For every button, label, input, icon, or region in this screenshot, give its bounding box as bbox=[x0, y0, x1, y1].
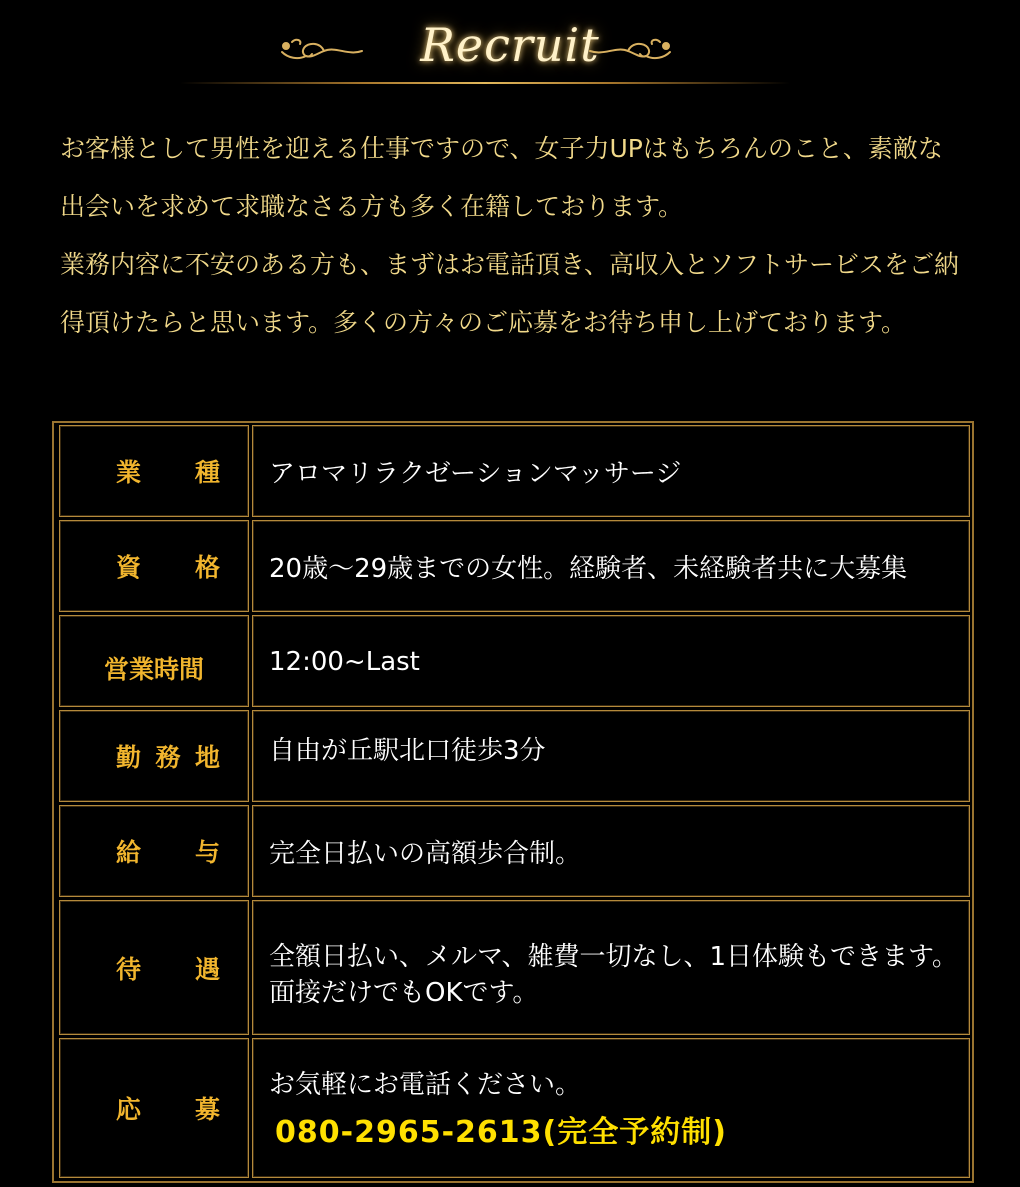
label-qualification: 資 格 bbox=[59, 520, 249, 612]
value-benefits bbox=[252, 900, 970, 1035]
table-row-location bbox=[59, 710, 970, 802]
label-application: 応 募 bbox=[59, 1038, 249, 1178]
value-qualification: 20歳～29歳までの女性。経験者、未経験者共に大募集 bbox=[252, 520, 970, 612]
value-business-hours: 12:00~Last bbox=[252, 615, 970, 707]
label-location: 勤 務 地 bbox=[59, 710, 249, 802]
table-row-benefits bbox=[59, 900, 970, 1035]
value-salary: 完全日払いの高額歩合制。 bbox=[252, 805, 970, 897]
phone-number-link[interactable]: 080-2965-2613(完全予約制) bbox=[275, 1115, 727, 1150]
recruit-table bbox=[52, 421, 974, 1183]
table-row-job-type bbox=[59, 425, 970, 517]
intro-paragraph-2: 業務内容に不安のある方も、まずはお電話頂き、高収入とソフトサービスをご納得頂けたらと思います。多くの方々のご応募をお待ち申し上げております。 bbox=[60, 250, 960, 337]
table-row-salary bbox=[59, 805, 970, 897]
label-job-type: 業 種 bbox=[59, 425, 249, 517]
label-business-hours: 営業時間 bbox=[59, 615, 249, 707]
table-row-qualification bbox=[59, 520, 970, 612]
intro-paragraph-1: お客様として男性を迎える仕事ですので、女子力UPはもちろんのこと、素敵な出会いを求めて求職なさる方も多く在籍しております。 bbox=[60, 134, 943, 221]
value-benefits-line-2: 面接だけでもOKです。 bbox=[269, 978, 539, 1008]
value-application bbox=[252, 1038, 970, 1178]
page-title: Recruit bbox=[420, 18, 600, 72]
label-benefits: 待 遇 bbox=[59, 900, 249, 1035]
intro-text bbox=[60, 120, 960, 352]
header-divider bbox=[180, 82, 790, 84]
recruit-header bbox=[0, 0, 1020, 90]
table-row-application bbox=[59, 1038, 970, 1178]
flourish-ornament-icon bbox=[588, 34, 674, 68]
value-location: 自由が丘駅北口徒歩3分 bbox=[252, 710, 970, 802]
table-row-business-hours bbox=[59, 615, 970, 707]
value-benefits-line-1: 全額日払い、メルマ、雑費一切なし、1日体験もできます。 bbox=[269, 942, 958, 972]
label-salary: 給 与 bbox=[59, 805, 249, 897]
value-application-text: お気軽にお電話ください。 bbox=[269, 1070, 582, 1100]
value-job-type: アロマリラクゼーションマッサージ bbox=[252, 425, 970, 517]
